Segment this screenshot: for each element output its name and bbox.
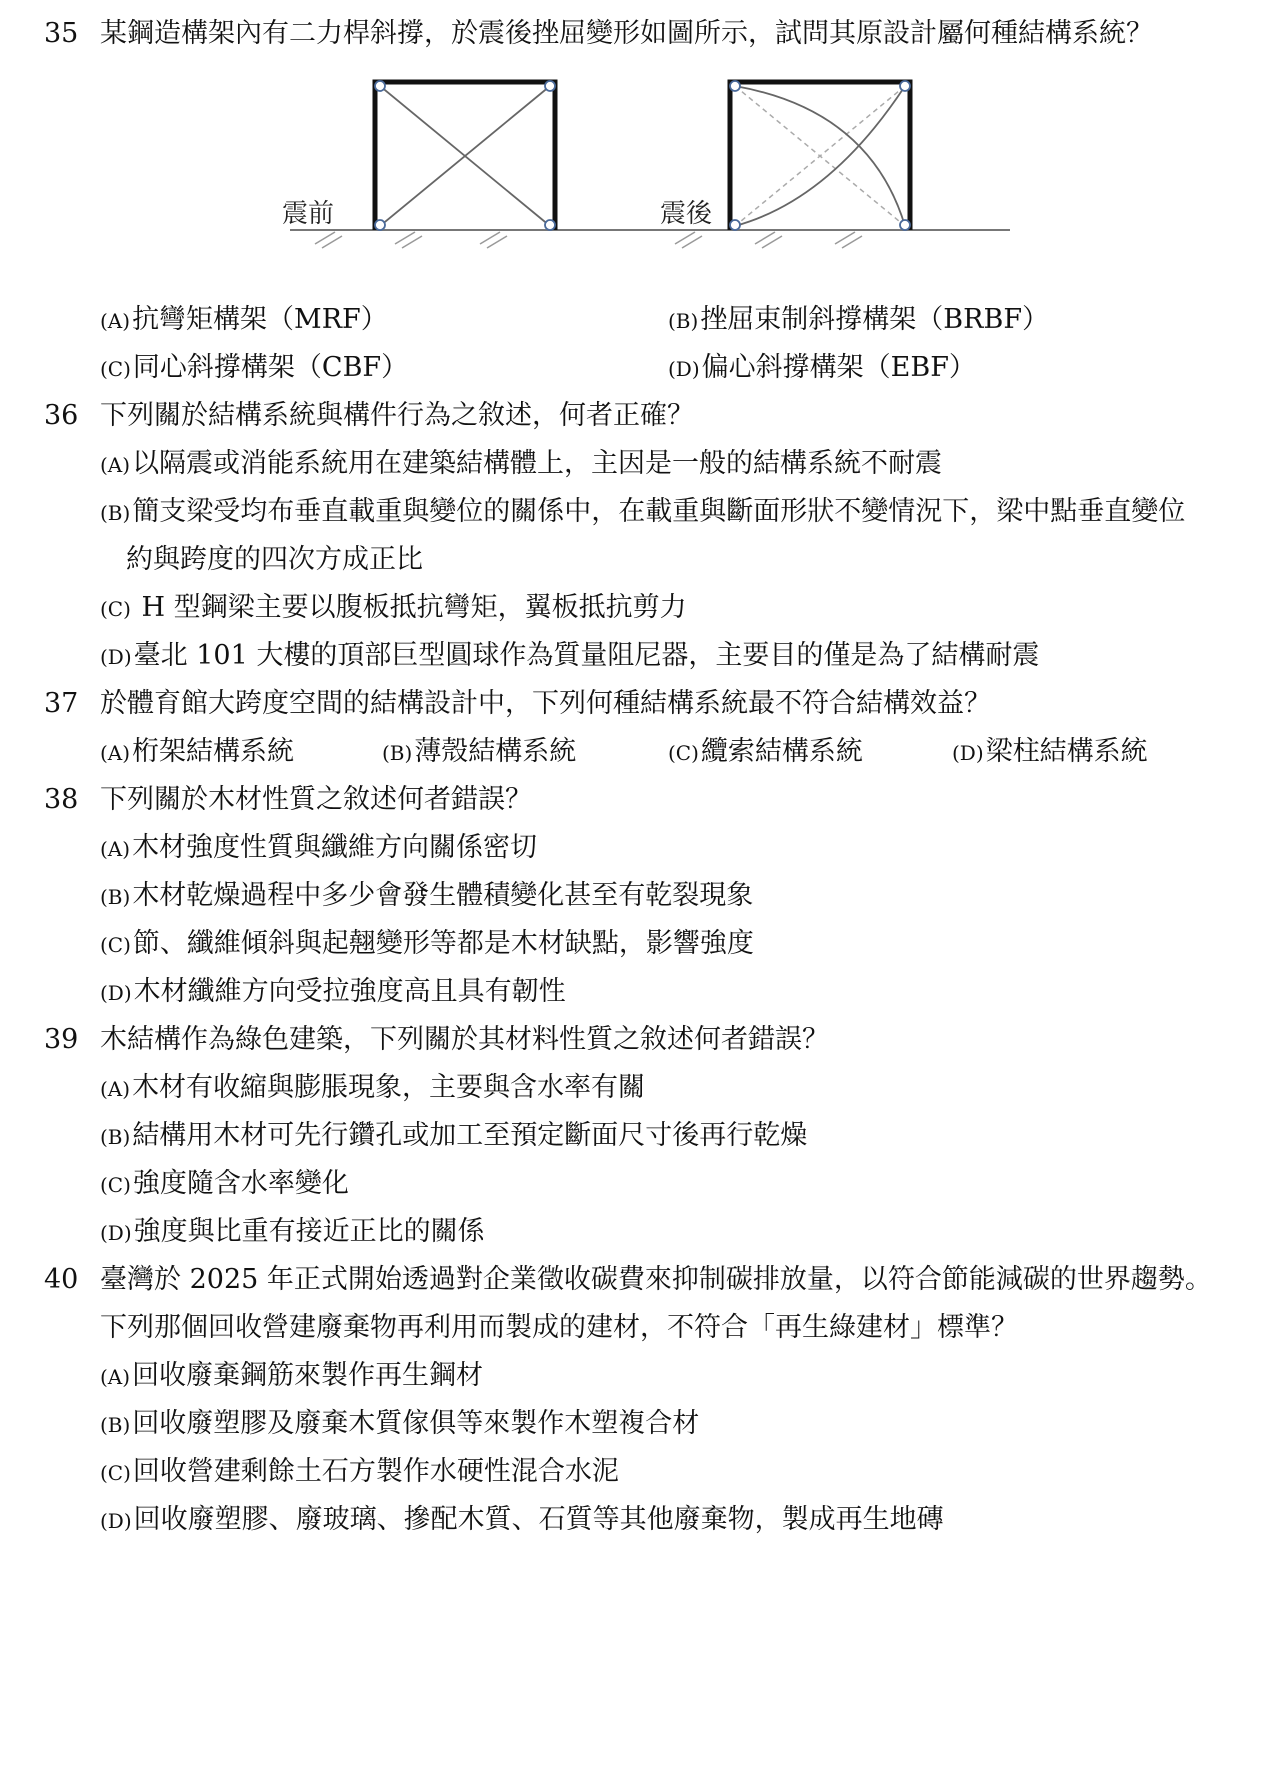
option-39-c: (C)強度隨含水率變化 xyxy=(100,1168,349,1199)
label-before: 震前 xyxy=(282,199,335,229)
option-40-a: (A)回收廢棄鋼筋來製作再生鋼材 xyxy=(100,1360,484,1391)
option-40-d: (D)回收廢塑膠、廢玻璃、摻配木質、石質等其他廢棄物，製成再生地磚 xyxy=(100,1504,944,1535)
option-38-c: (C)節、纖維傾斜與起翹變形等都是木材缺點，影響強度 xyxy=(100,928,754,959)
option-35-b: (B)挫屈束制斜撐構架（BRBF） xyxy=(668,304,1050,335)
frame-buckling-figure xyxy=(270,70,1030,290)
option-37-a: (A)桁架結構系統 xyxy=(100,736,295,767)
option-40-c: (C)回收營建剩餘土石方製作水硬性混合水泥 xyxy=(100,1456,619,1487)
option-38-d: (D)木材纖維方向受拉強度高且具有韌性 xyxy=(100,976,566,1007)
question-stem: 下列關於木材性質之敘述何者錯誤？ xyxy=(100,784,532,815)
question-stem: 下列關於結構系統與構件行為之敘述，何者正確？ xyxy=(100,400,694,431)
question-number: 36 xyxy=(44,400,79,431)
ground-hatch xyxy=(315,232,862,248)
option-37-d: (D)梁柱結構系統 xyxy=(952,736,1148,767)
frame-after xyxy=(730,81,910,230)
option-38-b: (B)木材乾燥過程中多少會發生體積變化甚至有乾裂現象 xyxy=(100,880,754,911)
option-36-c: (C) H 型鋼梁主要以腹板抵抗彎矩，翼板抵抗剪力 xyxy=(100,592,687,623)
question-number: 35 xyxy=(44,18,79,49)
question-stem-cont: 下列那個回收營建廢棄物再利用而製成的建材，不符合「再生綠建材」標準？ xyxy=(100,1312,1018,1343)
question-number: 39 xyxy=(44,1024,79,1055)
question-stem: 於體育館大跨度空間的結構設計中，下列何種結構系統最不符合結構效益？ xyxy=(100,688,991,719)
frame-before xyxy=(375,81,555,230)
question-stem: 木結構作為綠色建築，下列關於其材料性質之敘述何者錯誤？ xyxy=(100,1024,829,1055)
option-40-b: (B)回收廢塑膠及廢棄木質傢俱等來製作木塑複合材 xyxy=(100,1408,700,1439)
option-37-b: (B)薄殼結構系統 xyxy=(382,736,577,767)
option-36-a: (A)以隔震或消能系統用在建築結構體上，主因是一般的結構系統不耐震 xyxy=(100,448,943,479)
option-35-c: (C)同心斜撐構架（CBF） xyxy=(100,352,409,383)
question-number: 37 xyxy=(44,688,79,719)
question-stem: 某鋼造構架內有二力桿斜撐，於震後挫屈變形如圖所示，試問其原設計屬何種結構系統？ xyxy=(100,18,1153,49)
question-number: 40 xyxy=(44,1264,79,1295)
option-36-b: (B)簡支梁受均布垂直載重與變位的關係中，在載重與斷面形狀不變情況下，梁中點垂直變位 xyxy=(100,496,1186,527)
option-35-a: (A)抗彎矩構架（MRF） xyxy=(100,304,388,335)
option-38-a: (A)木材強度性質與纖維方向關係密切 xyxy=(100,832,538,863)
label-after: 震後 xyxy=(660,199,713,229)
option-35-d: (D)偏心斜撐構架（EBF） xyxy=(668,352,976,383)
question-stem: 臺灣於 2025 年正式開始透過對企業徵收碳費來抑制碳排放量，以符合節能減碳的世界趨勢。 xyxy=(100,1264,1212,1295)
option-39-d: (D)強度與比重有接近正比的關係 xyxy=(100,1216,485,1247)
option-37-c: (C)纜索結構系統 xyxy=(668,736,863,767)
option-39-a: (A)木材有收縮與膨脹現象，主要與含水率有關 xyxy=(100,1072,646,1103)
option-36-b-cont: 約與跨度的四次方成正比 xyxy=(126,544,423,575)
option-39-b: (B)結構用木材可先行鑽孔或加工至預定斷面尺寸後再行乾燥 xyxy=(100,1120,808,1151)
option-36-d: (D)臺北 101 大樓的頂部巨型圓球作為質量阻尼器，主要目的僅是為了結構耐震 xyxy=(100,640,1040,671)
question-number: 38 xyxy=(44,784,79,815)
